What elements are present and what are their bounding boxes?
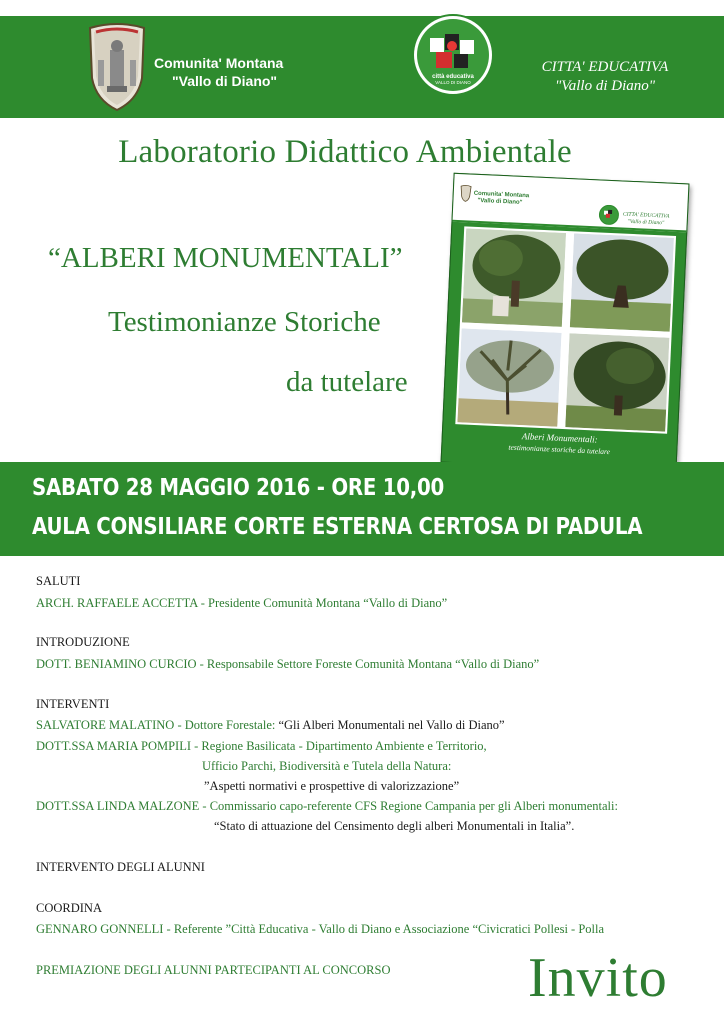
subtitle-testimonianze: Testimonianze Storiche (108, 306, 381, 338)
intervento-2-affiliation: Ufficio Parchi, Biodiversità e Tutela della Natura: (202, 759, 452, 773)
svg-text:VALLO DI DIANO: VALLO DI DIANO (435, 80, 471, 85)
event-place: AULA CONSILIARE CORTE ESTERNA CERTOSA DI PADULA (32, 514, 643, 540)
intervento-3-speaker: DOTT.SSA LINDA MALZONE - Commissario capo-referente CFS Regione Campania per gli Alberi monumentali: (36, 799, 618, 813)
citta-educativa-title: CITTA' EDUCATIVA "Vallo di Diano" (541, 59, 669, 94)
section-interventi-heading: INTERVENTI (36, 697, 110, 711)
booklet-caption: Alberi Monumentali: testimonianze storiche da tutelare (508, 431, 611, 457)
invito-title: Invito (528, 947, 668, 1009)
tree-photo-1 (462, 228, 566, 326)
intervento-2-title: ”Aspetti normativi e prospettive di valorizzazione” (204, 779, 460, 793)
subtitle-alberi: “ALBERI MONUMENTALI” (48, 242, 403, 274)
citta-educativa-logo-icon (412, 14, 494, 96)
booklet-cm-name: Comunita' Montana "Vallo di Diano" (473, 190, 530, 206)
section-alunni-heading: INTERVENTO DEGLI ALUNNI (36, 860, 205, 874)
comunita-montana-crest-icon (86, 20, 148, 112)
booklet-ce-title: CITTA' EDUCATIVA "Vallo di Diano" (622, 211, 670, 227)
booklet-cover-image (441, 173, 690, 473)
introduzione-speaker: DOTT. BENIAMINO CURCIO - Responsabile Settore Foreste Comunità Montana “Vallo di Diano” (36, 657, 540, 671)
tree-photo-4 (565, 333, 669, 431)
section-coordina-heading: COORDINA (36, 901, 102, 915)
intervento-2-speaker: DOTT.SSA MARIA POMPILI - Regione Basilicata - Dipartimento Ambiente e Territorio, (36, 739, 487, 753)
saluti-speaker: ARCH. RAFFAELE ACCETTA - Presidente Comunità Montana “Vallo di Diano” (36, 596, 448, 610)
booklet-ce-logo-icon (599, 204, 620, 225)
booklet-header (452, 174, 688, 233)
premiazione: PREMIAZIONE DEGLI ALUNNI PARTECIPANTI AL CONCORSO (36, 963, 391, 977)
page-title: Laboratorio Didattico Ambientale (118, 134, 572, 170)
event-date: SABATO 28 MAGGIO 2016 - ORE 10,00 (32, 475, 445, 501)
svg-text:città educativa: città educativa (432, 74, 474, 80)
subtitle-tutelare: da tutelare (286, 366, 408, 398)
section-saluti-heading: SALUTI (36, 574, 81, 588)
intervento-1-title: “Gli Alberi Monumentali nel Vallo di Diano” (278, 718, 505, 732)
comunita-montana-name: Comunita' Montana "Vallo di Diano" (154, 55, 284, 89)
tree-photo-3 (457, 328, 561, 426)
intervento-1 (36, 717, 505, 733)
section-introduzione-heading: INTRODUZIONE (36, 635, 130, 649)
booklet-crest-icon (459, 184, 472, 203)
booklet-photo-grid (455, 226, 676, 433)
tree-photo-2 (570, 233, 674, 331)
intervento-1-speaker: SALVATORE MALATINO - Dottore Forestale: (36, 718, 276, 732)
intervento-3-title: “Stato di attuazione del Censimento degli alberi Monumentali in Italia”. (214, 819, 575, 833)
coordinatore: GENNARO GONNELLI - Referente ”Città Educativa - Vallo di Diano e Associazione “Civicratici Pollesi - Polla (36, 922, 605, 936)
